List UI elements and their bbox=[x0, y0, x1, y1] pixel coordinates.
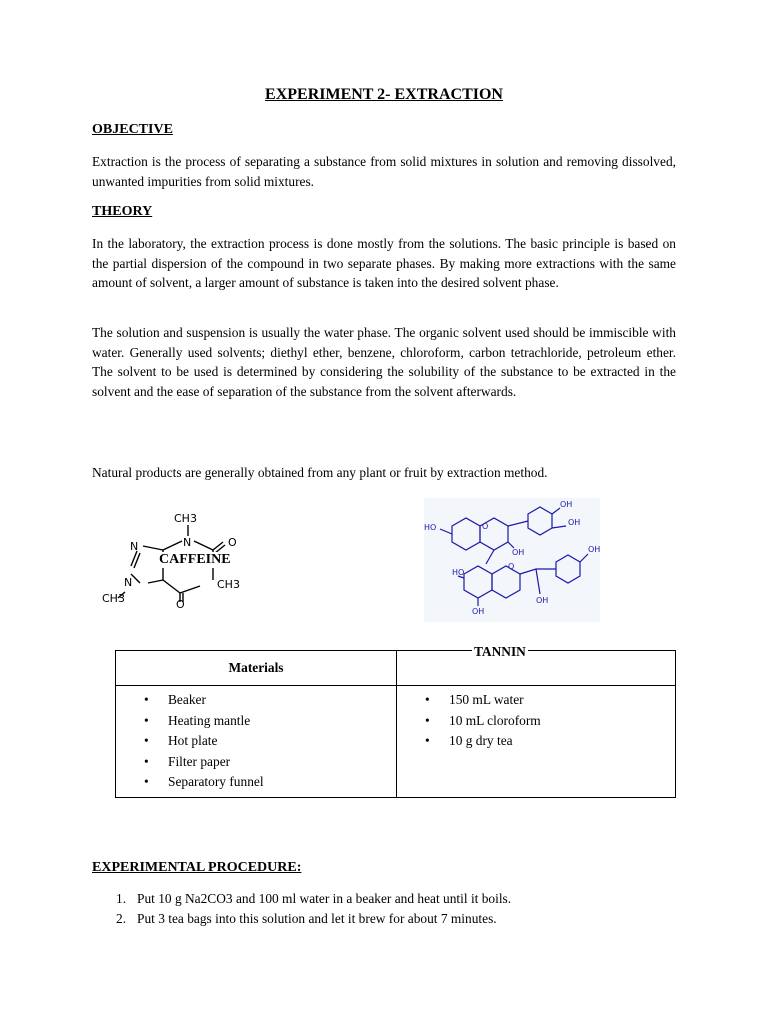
list-item bbox=[92, 909, 511, 929]
tannin-label: TANNIN bbox=[474, 644, 526, 659]
materials-column-1 bbox=[116, 686, 397, 798]
materials-column-2 bbox=[397, 686, 676, 798]
step-text: Put 3 tea bags into this solution and let it brew for about 7 minutes. bbox=[137, 911, 497, 926]
tannin-atom-oh-6: OH bbox=[472, 607, 485, 616]
list-item: • Separatory funnel bbox=[142, 772, 396, 793]
procedure-steps bbox=[92, 889, 511, 929]
list-item: • 150 mL water bbox=[423, 690, 675, 711]
tannin-atom-oh-3: OH bbox=[512, 548, 525, 557]
tannin-atom-ho-2: HO bbox=[452, 568, 465, 577]
materials-header-empty bbox=[397, 651, 676, 686]
list-item: • Hot plate bbox=[142, 731, 396, 752]
materials-table bbox=[115, 650, 676, 798]
objective-heading: OBJECTIVE bbox=[92, 122, 173, 137]
tannin-atom-oh-4: OH bbox=[588, 545, 601, 554]
list-item bbox=[92, 889, 511, 909]
natural-products-text: Natural products are generally obtained from any plant or fruit by extraction method. bbox=[92, 465, 548, 480]
caffeine-atom-ch3-right: CH3 bbox=[217, 578, 240, 591]
step-text: Put 10 g Na2CO3 and 100 ml water in a beaker and heat until it boils. bbox=[137, 891, 512, 906]
document-title: EXPERIMENT 2- EXTRACTION bbox=[265, 86, 503, 103]
theory-paragraph-2: The solution and suspension is usually the water phase. The organic solvent used should be immiscible with water. Generally used solvents; diethyl ether, benzene, chloroform, carbon tetrachloride, petroleum ether. The solvent to be used is determined by considering the solubility of the substance to be extracted in the solvent and the ease of separation of the substance from the solvent afterwards. bbox=[92, 325, 676, 399]
list-item: • Beaker bbox=[142, 690, 396, 711]
caffeine-atom-n-bottom-left: N bbox=[124, 576, 133, 589]
list-item: • Heating mantle bbox=[142, 711, 396, 732]
caffeine-atom-o-bottom: O bbox=[176, 598, 185, 611]
theory-paragraph-1: In the laboratory, the extraction process is done mostly from the solutions. The basic principle is based on the partial dispersion of the compound in two separate phases. By making more extractions with the same amount of solvent, a larger amount of substance is taken into the desired solvent phase. bbox=[92, 236, 676, 290]
caffeine-label: CAFFEINE bbox=[159, 552, 231, 567]
step-number: 2. bbox=[116, 911, 127, 926]
materials-header: Materials bbox=[116, 651, 397, 686]
tannin-atom-oh-5: OH bbox=[536, 596, 549, 605]
caffeine-atom-n-left: N bbox=[130, 540, 139, 553]
objective-text: Extraction is the process of separating a substance from solid mixtures in solution and removing dissolved, unwanted impurities from solid mixtures. bbox=[92, 154, 676, 189]
caffeine-atom-o-right: O bbox=[228, 536, 237, 549]
tannin-atom-o-2: O bbox=[508, 562, 515, 571]
list-item: • 10 mL cloroform bbox=[423, 711, 675, 732]
list-item: • 10 g dry tea bbox=[423, 731, 675, 752]
tannin-divider-line bbox=[604, 650, 676, 651]
tannin-atom-oh-2: OH bbox=[568, 518, 581, 527]
procedure-heading: EXPERIMENTAL PROCEDURE: bbox=[92, 860, 302, 875]
tannin-atom-o-1: O bbox=[482, 522, 489, 531]
caffeine-atom-ch3-bottom: CH3 bbox=[102, 592, 125, 605]
caffeine-atom-ch3-top: CH3 bbox=[174, 512, 197, 525]
tannin-atom-oh-1: OH bbox=[560, 500, 573, 509]
caffeine-atom-n-top: N bbox=[183, 536, 192, 549]
theory-heading: THEORY bbox=[92, 204, 153, 219]
tannin-atom-ho-1: HO bbox=[424, 523, 437, 532]
list-item: • Filter paper bbox=[142, 752, 396, 773]
tannin-structure bbox=[424, 498, 600, 622]
step-number: 1. bbox=[116, 891, 127, 906]
